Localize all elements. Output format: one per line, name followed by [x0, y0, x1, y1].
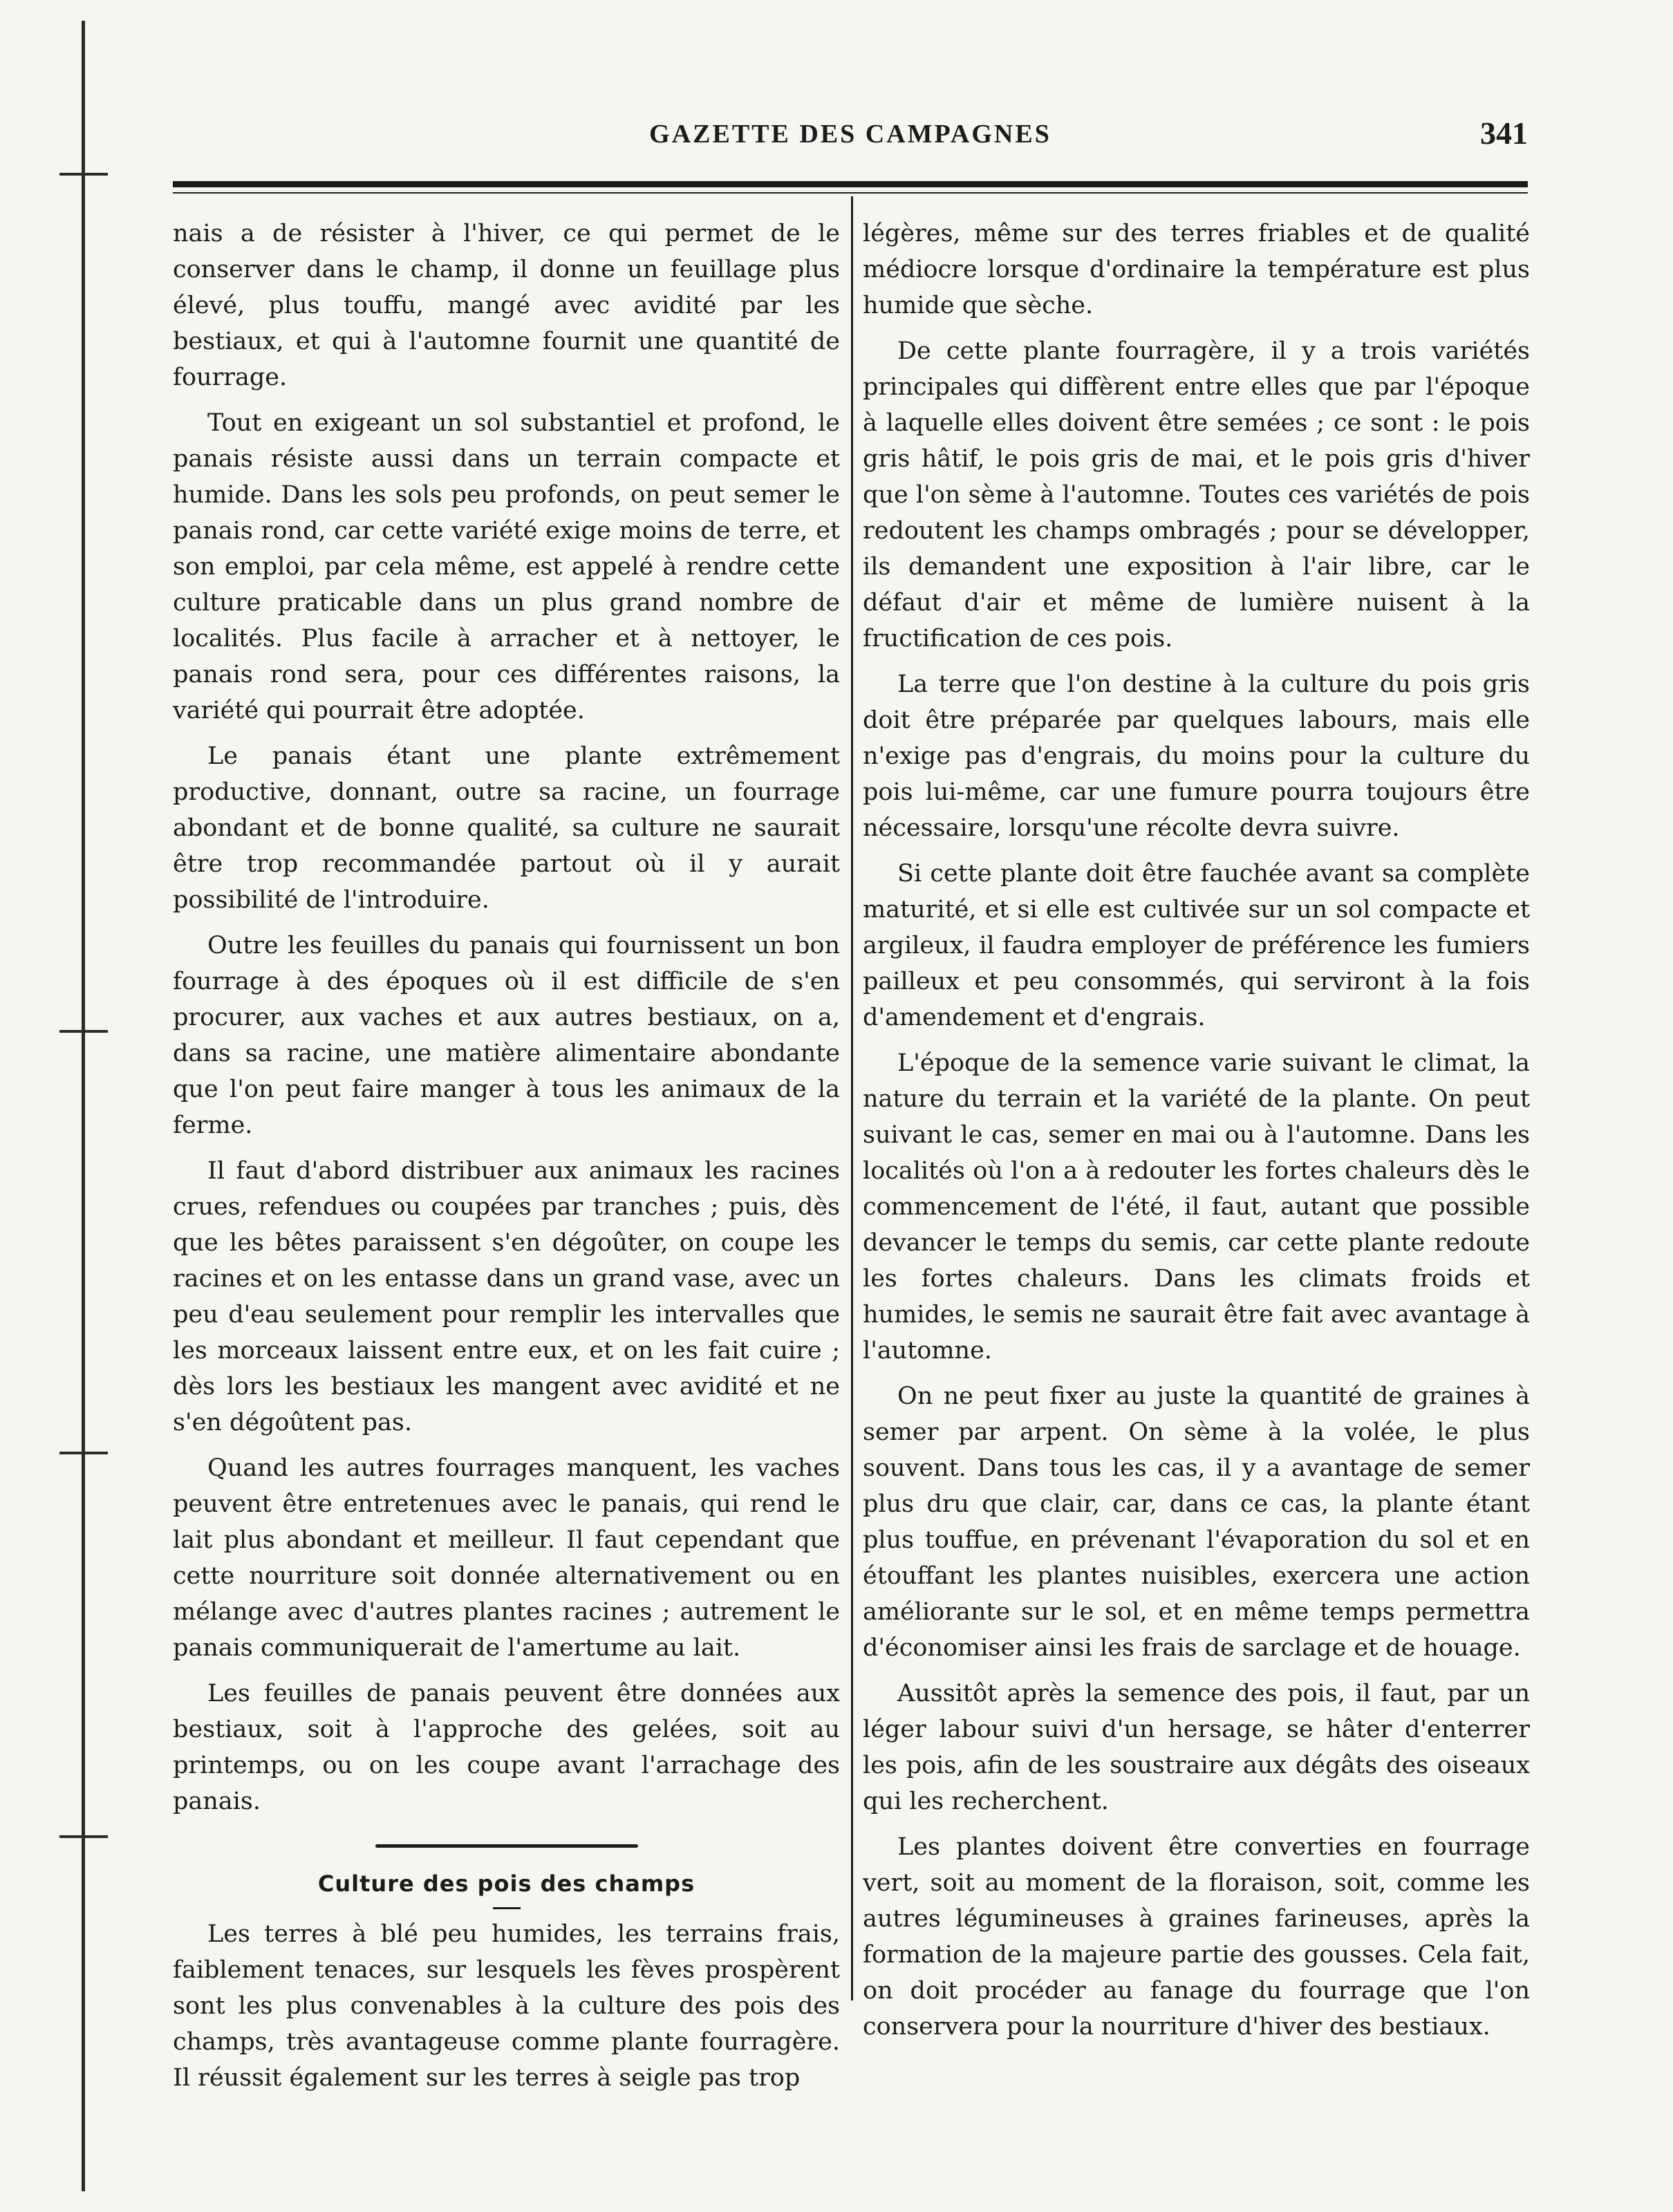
paragraph: légères, même sur des terres friables et de qualité médiocre lorsque d'ordinaire la température est plus humide que sèche.: [863, 220, 1530, 319]
paragraph: Il faut d'abord distribuer aux animaux les racines crues, refendues ou coupées par tranches ; puis, dès que les bêtes paraissent s'en dégoûter, on coupe les racines et on les entasse dans un grand vase, avec un peu d'eau seulement pour remplir les intervalles que les morceaux laissent entre eux, et on les fait cuire ; dès lors les bestiaux les mangent avec avidité et ne s'en dégoûtent pas.: [173, 1157, 840, 1436]
section-title: Culture des pois des champs: [317, 1871, 695, 1897]
paragraph: De cette plante fourragère, il y a trois variétés principales qui diffèrent entre elles que par l'époque à laquelle elles doivent être semées ; ce sont : le pois gris hâtif, le pois gris de mai, et le pois gris d'hiver que l'on sème à l'automne. Toutes ces variétés de pois redoutent les champs ombragés ; pour se développer, ils demandent une exposition à l'air libre, car le défaut d'air et même de lumière nuisent à la fructification de ces pois.: [863, 337, 1530, 653]
binding-mark: [59, 1835, 108, 1838]
paragraph: Outre les feuilles du panais qui fournissent un bon fourrage à des époques où il est difficile de s'en procurer, aux vaches et aux autres bestiaux, on a, dans sa racine, une matière alimentaire abondante que l'on peut faire manger à tous les animaux de la ferme.: [173, 932, 840, 1139]
paragraph: La terre que l'on destine à la culture du pois gris doit être préparée par quelques labours, mais elle n'exige pas d'engrais, du moins pour la culture du pois lui-même, car une fumure pourra toujours être nécessaire, lorsqu'une récolte devra suivre.: [863, 671, 1530, 842]
paragraph: L'époque de la semence varie suivant le climat, la nature du terrain et la variété de la plante. On peut suivant le cas, semer en mai ou à l'automne. Dans les localités où l'on a à redouter les fortes chaleurs dès le commencement de l'été, il faut, autant que possible devancer le temps du semis, car cette plante redoute les fortes chaleurs. Dans les climats froids et humides, le semis ne saurait être fait avec avantage à l'automne.: [863, 1049, 1530, 1365]
page-number: 341: [1480, 115, 1528, 151]
binding-mark: [59, 1452, 108, 1454]
paragraph: Le panais étant une plante extrêmement productive, donnant, outre sa racine, un fourrage abondant et de bonne qualité, sa culture ne saurait être trop recommandée partout où il y aurait possibilité de l'introduire.: [173, 742, 840, 914]
page-header: [173, 111, 1528, 159]
publication-title: GAZETTE DES CAMPAGNES: [649, 120, 1052, 149]
header-rule: [173, 181, 1528, 187]
left-column: [173, 216, 840, 2106]
section-divider: [375, 1844, 638, 1848]
binding-edge: [82, 21, 85, 2191]
paragraph: Si cette plante doit être fauchée avant sa complète maturité, et si elle est cultivée sur un sol compacte et argileux, il faudra employer de préférence les fumiers pailleux et peu consommés, qui serviront à la fois d'amendement et d'engrais.: [863, 860, 1530, 1031]
header-rule-thin: [173, 192, 1528, 194]
paragraph: Tout en exigeant un sol substantiel et profond, le panais résiste aussi dans un terrain compacte et humide. Dans les sols peu profonds, on peut semer le panais rond, car cette variété exige moins de terre, et son emploi, par cela même, est appelé à rendre cette culture praticable dans un plus grand nombre de localités. Plus facile à arracher et à nettoyer, le panais rond sera, pour ces différentes raisons, la variété qui pourrait être adoptée.: [173, 409, 840, 724]
column-divider: [851, 196, 853, 2000]
right-column: [863, 216, 1530, 2054]
section-title-underline: [493, 1907, 521, 1909]
paragraph: Aussitôt après la semence des pois, il faut, par un léger labour suivi d'un hersage, se hâter d'enterrer les pois, afin de les soustraire aux dégâts des oiseaux qui les recherchent.: [863, 1680, 1530, 1815]
paragraph: Les plantes doivent être converties en fourrage vert, soit au moment de la floraison, soit, comme les autres légumineuses à graines farineuses, après la formation de la majeure partie des gousses. Cela fait, on doit procéder au fanage du fourrage que l'on conservera pour la nourriture d'hiver des bestiaux.: [863, 1833, 1530, 2041]
binding-mark: [59, 1030, 108, 1033]
paragraph: On ne peut fixer au juste la quantité de graines à semer par arpent. On sème à la volée, le plus souvent. Dans tous les cas, il y a avantage de semer plus dru que clair, car, dans ce cas, la plante étant plus touffue, en prévenant l'évaporation du sol et en étouffant les plantes nuisibles, exercera une action améliorante sur le sol, et en même temps permettra d'économiser ainsi les frais de sarclage et de houage.: [863, 1382, 1530, 1662]
paragraph: Les feuilles de panais peuvent être données aux bestiaux, soit à l'approche des gelées, soit au printemps, ou on les coupe avant l'arrachage des panais.: [173, 1680, 840, 1815]
paragraph: Quand les autres fourrages manquent, les vaches peuvent être entretenues avec le panais, qui rend le lait plus abondant et meilleur. Il faut cependant que cette nourriture soit donnée alternativement ou en mélange avec d'autres plantes racines ; autrement le panais communiquerait de l'amertume au lait.: [173, 1454, 840, 1662]
paragraph: nais a de résister à l'hiver, ce qui permet de le conserver dans le champ, il donne un feuillage plus élevé, plus touffu, mangé avec avidité par les bestiaux, et qui à l'automne fournit une quantité de fourrage.: [173, 220, 840, 391]
paragraph: Les terres à blé peu humides, les terrains frais, faiblement tenaces, sur lesquels les fèves prospèrent sont les plus convenables à la culture des pois des champs, très avantageuse comme plante fourragère. Il réussit également sur les terres à seigle pas trop: [173, 1920, 840, 2092]
binding-mark: [59, 173, 108, 176]
